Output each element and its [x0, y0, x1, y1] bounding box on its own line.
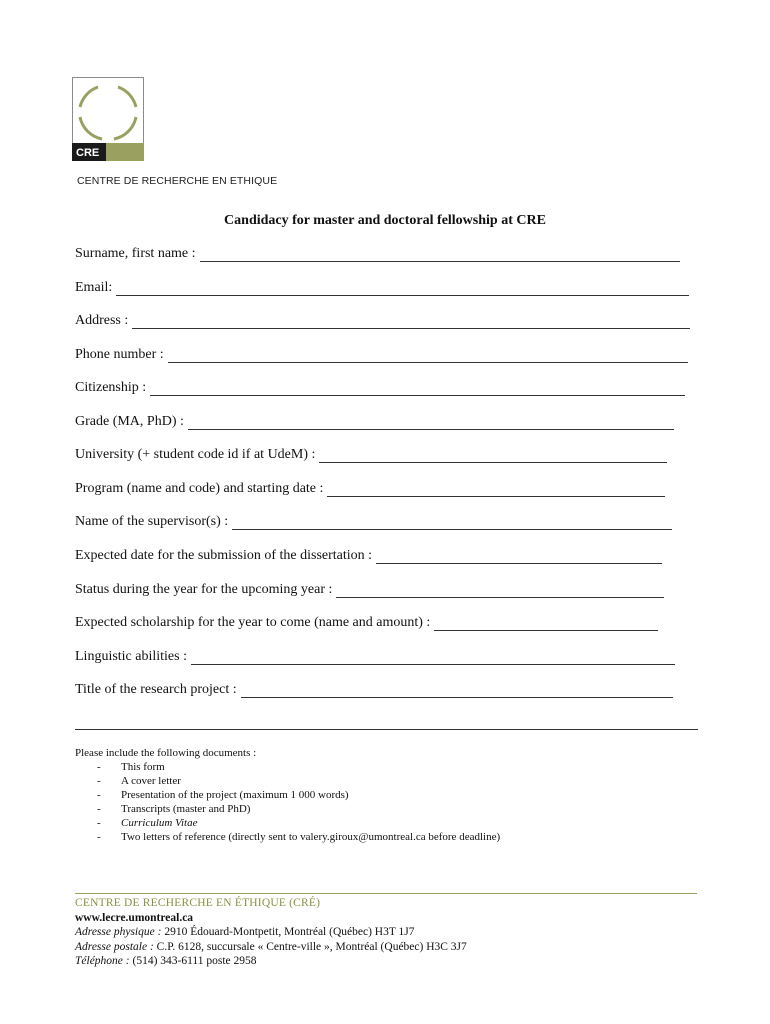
- footer-org: CENTRE DE RECHERCHE EN ÉTHIQUE (CRÉ): [75, 897, 321, 909]
- field-label: Citizenship :: [75, 380, 147, 395]
- list-item: - This form: [97, 761, 165, 773]
- field-label: Expected scholarship for the year to come (name and amount) :: [75, 615, 431, 630]
- input-line[interactable]: [168, 350, 688, 363]
- field-citizenship: [75, 380, 685, 396]
- research-title-continuation-line[interactable]: [75, 729, 698, 730]
- footer-physical-address: Adresse physique : 2910 Édouard-Montpetit, Montréal (Québec) H3T 1J7: [75, 926, 415, 938]
- field-research-title: [75, 682, 673, 698]
- field-label: University (+ student code id if at UdeM) :: [75, 447, 316, 462]
- footer: [75, 896, 467, 969]
- documents-list: [75, 760, 500, 844]
- input-line[interactable]: [376, 551, 662, 564]
- list-item: - Curriculum Vitae: [97, 817, 198, 829]
- footer-postal-address: Adresse postale : C.P. 6128, succursale « Centre-ville », Montréal (Québec) H3C 3J7: [75, 940, 467, 953]
- field-status: [75, 582, 664, 598]
- input-line[interactable]: [434, 618, 658, 631]
- field-supervisor: [75, 514, 672, 530]
- field-label: Program (name and code) and starting date :: [75, 481, 324, 496]
- logo-org-name: CENTRE DE RECHERCHE EN ETHIQUE: [77, 175, 278, 187]
- form-title: Candidacy for master and doctoral fellowship at CRE: [224, 213, 546, 228]
- field-linguistic: [75, 649, 675, 665]
- logo-abbr: CRE: [76, 147, 100, 159]
- field-program: [75, 481, 665, 497]
- input-line[interactable]: [232, 517, 672, 530]
- documents-intro: Please include the following documents :: [75, 747, 257, 759]
- field-label: Name of the supervisor(s) :: [75, 514, 229, 529]
- list-item: - Transcripts (master and PhD): [97, 803, 251, 815]
- input-line[interactable]: [132, 316, 690, 329]
- field-email: [75, 280, 689, 296]
- field-scholarship: [75, 615, 658, 631]
- field-label: Email:: [75, 280, 113, 295]
- input-line[interactable]: [327, 484, 665, 497]
- field-label: Phone number :: [75, 347, 164, 362]
- field-label: Expected date for the submission of the dissertation :: [75, 548, 373, 563]
- list-item: - A cover letter: [97, 775, 181, 787]
- input-line[interactable]: [191, 652, 675, 665]
- list-item: - Two letters of reference (directly sent to valery.giroux@umontreal.ca before deadline): [97, 831, 501, 843]
- input-line[interactable]: [336, 585, 664, 598]
- field-dissertation-date: [75, 548, 662, 564]
- field-surname: [75, 246, 680, 262]
- cre-logo: [72, 77, 144, 161]
- field-label: Surname, first name :: [75, 246, 196, 261]
- field-label: Linguistic abilities :: [75, 649, 187, 664]
- field-label: Address :: [75, 313, 129, 328]
- input-line[interactable]: [241, 685, 673, 698]
- input-line[interactable]: [319, 450, 667, 463]
- list-item: - Presentation of the project (maximum 1 000 words): [97, 789, 349, 801]
- field-university: [75, 447, 667, 463]
- input-line[interactable]: [150, 383, 685, 396]
- field-label: Status during the year for the upcoming year :: [75, 582, 333, 597]
- input-line[interactable]: [200, 249, 680, 262]
- footer-phone: Téléphone : (514) 343-6111 poste 2958: [75, 955, 257, 967]
- footer-url[interactable]: www.lecre.umontreal.ca: [75, 911, 194, 924]
- field-address: [75, 313, 690, 329]
- input-line[interactable]: [116, 283, 689, 296]
- field-label: Title of the research project :: [75, 682, 237, 697]
- footer-divider: [75, 893, 697, 894]
- documents-section: [75, 746, 500, 844]
- input-line[interactable]: [188, 417, 674, 430]
- field-grade: [75, 414, 674, 430]
- field-phone: [75, 347, 688, 363]
- field-label: Grade (MA, PhD) :: [75, 414, 184, 429]
